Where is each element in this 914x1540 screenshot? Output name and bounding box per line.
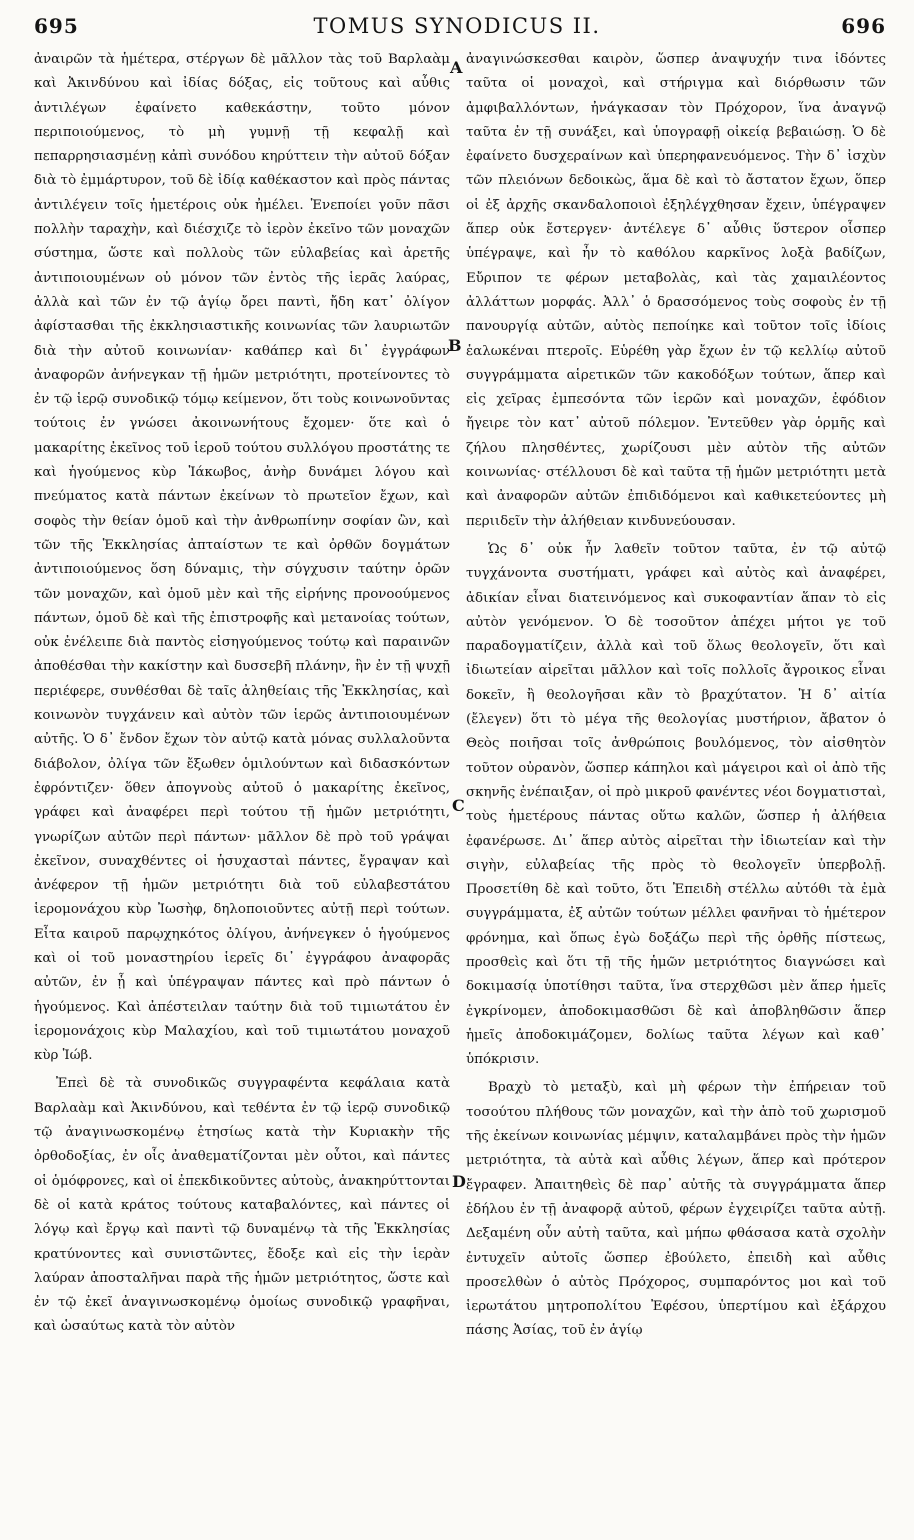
right-paragraph-2: Ὡς δ᾽ οὐκ ἦν λαθεῖν τοῦτον ταῦτα, ἐν τῷ αὐτῷ τυγχάνοντα συστήματι, γράφει καὶ αὐτὸς καὶ ἀναφέρει, ἀδικίαν εἶναι διατεινόμενος καὶ συκοφαντίαν ἅπαν τὸ εἰς αὐτὸν γενόμενον. Ὁ δὲ τοσοῦτον ἀπέχει μήτοι γε τοῦ παραδογματίζειν, ἀλλὰ καὶ τοῦ ὅλως θεολογεῖν, ὅτι καὶ ἰδιωτείαν αἱρεῖται μᾶλλον καὶ τοῖς πολλοῖς ἄγροικος εἶναι δοκεῖν, ἢ θεολογῆσαι κἂν τὸ βραχύτατον. Ἡ δ᾽ αἰτία (ἔλεγεν) ὅτι τὸ μέγα τῆς θεολογίας μυστήριον, ἄβατον ὁ Θεὸς ποιῆσαι τοῖς ἀνθρώποις βουλόμενος, τὸν αἰσθητὸν τοῦτον οὐρανὸν, ὥσπερ κάπηλοι καὶ μάγειροι καὶ οἱ ἀπὸ τῆς σκηνῆς ἐνέπαιξαν, οἱ πρὸ μικροῦ φανέντες νέοι δογματισταὶ, τοὺς ἡμετέρους πάντας οὕτω καλῶν, ὥσπερ ἡ ἀλήθεια ἐφανέρωσε. Δι᾽ ἅπερ αὐτὸς αἱρεῖται τὴν ἰδιωτείαν καὶ τὴν σιγὴν, εὐλαβείας τῆς πρὸς τὸ θεολογεῖν ὑπερβολῇ. Προσετίθη δὲ καὶ τοῦτο, ὅτι Ἐπειδὴ στέλλω αὐτόθι τὰ ἐμὰ συγγράμματα, ἐξ αὐτῶν τούτων μέλλει φανῆναι τὸ ἡμέτερον φρόνημα, καὶ ὅπως ἐγὼ δοξάζω περὶ τῆς ὀρθῆς πίστεως, προσθεὶς καὶ ὅτι τῇ τῆς ἡμῶν μετριότητος διαγνώσει καὶ δοκιμασίᾳ ὑποτίθησι ταῦτα, ἵνα στερχθῶσι μὲν ἅπερ ἡμεῖς ἐγκρίνομεν, ἀποδοκιμασθῶσι δὲ καὶ ἀποβληθῶσιν ἅπερ ἡμεῖς ἀποδοκιμάζομεν, δολίως ταῦτα λέγων καὶ καθ᾽ ὑπόκρισιν. xyxy=(466,541,886,1068)
right-column xyxy=(466,48,886,1344)
right-page-number: 696 xyxy=(841,14,886,38)
left-column xyxy=(34,48,450,1340)
page-header xyxy=(0,0,914,48)
margin-marker-d: D xyxy=(452,1172,466,1191)
right-paragraph-3: Βραχὺ τὸ μεταξὺ, καὶ μὴ φέρων τὴν ἐπήρειαν τοῦ τοσούτου πλήθους τῶν μοναχῶν, καὶ τὴν ἀπὸ τοῦ χωρισμοῦ τῆς ἐκείνων κοινωνίας μέμψιν, καταλαμβάνει πρὸς τὴν ἡμῶν μετριότητα, τὰ αὐτὰ καὶ αὖθις λέγων, ἅπερ καὶ πρότερον ἔγραφεν. Ἀπαιτηθεὶς δὲ παρ᾽ αὐτῆς τὰ συγγράμματα ἅπερ ἐδήλου ἐν τῇ ἀναφορᾷ αὐτοῦ, φέρων ἐγχειρίζει ταῦτα αὐτῇ. Δεξαμένη οὖν αὐτὴ ταῦτα, καὶ μήπω φθάσασα κατὰ σχολὴν ἐντυχεῖν αὐτοῖς ὥσπερ ἐβούλετο, ἐπειδὴ καὶ αὖθις προσελθὼν ὁ αὐτὸς Πρόχορος, συμπαρόντος μοι καὶ τοῦ ἱερωτάτου μητροπολίτου Ἐφέσου, ὑπερτίμου καὶ ἐξάρχου πάσης Ἀσίας, τοῦ ἐν ἁγίῳ xyxy=(466,1080,886,1339)
running-title: TOMUS SYNODICUS II. xyxy=(313,14,601,38)
left-paragraph-2: Ἐπεὶ δὲ τὰ συνοδικῶς συγγραφέντα κεφάλαια κατὰ Βαρλαὰμ καὶ Ἀκινδύνου, καὶ τεθέντα ἐν τῷ ἱερῷ συνοδικῷ τῷ ἀναγινωσκομένῳ ἐτησίως κατὰ τὴν Κυριακὴν τῆς ὀρθοδοξίας, ἐν οἷς ἀναθεματίζονται μὲν οὗτοι, καὶ πάντες οἱ ὁμόφρονες, καὶ οἱ ἐπεκδικοῦντες αὐτοὺς, ἀνακηρύττονται δὲ οἱ κατὰ κράτος τούτους καταβαλόντες, καὶ πάντες οἱ λόγῳ καὶ ἔργῳ καὶ παντὶ τῷ δυναμένῳ τὰ τῆς Ἐκκλησίας κρατύνοντες καὶ συνιστῶντες, ἔδοξε καὶ εἰς τὴν ἱερὰν λαύραν ἀποσταλῆναι παρὰ τῆς ἡμῶν μετριότητος, ὥστε καὶ ἐν τῷ ἐκεῖ ἀναγινωσκομένῳ ὁμοίως συνοδικῷ γραφῆναι, καὶ ὡσαύτως κατὰ τὸν αὐτὸν xyxy=(34,1076,450,1335)
margin-marker-b: B xyxy=(448,336,462,355)
margin-marker-c: C xyxy=(452,796,465,815)
margin-marker-a: A xyxy=(450,58,463,77)
right-paragraph-1: ἀναγινώσκεσθαι καιρὸν, ὥσπερ ἀναψυχήν τινα ἰδόντες ταῦτα οἱ μοναχοὶ, καὶ στήριγμα καὶ διόρθωσιν τῶν ἀμφιβαλλόντων, ἠνάγκασαν τὸν Πρόχορον, ἵνα ἀναγνῷ ταῦτα ἐν τῇ συνάξει, καὶ ὑπογραφῇ οἰκείᾳ βεβαιώσῃ. Ὁ δὲ ἐφαίνετο δυσχεραίνων καὶ ὑπερηφανευόμενος. Τὴν δ᾽ ἰσχὺν τῶν πλειόνων δεδοικὼς, ἅμα δὲ καὶ τὸ ἄστατον ἔχων, ὅπερ οἱ ἐξ ἀρχῆς σκανδαλοποιοὶ ἐξηλέγχθησαν ἔχειν, ὑπέγραψεν ἅπερ οὐκ ἔστεργεν· ἀντέλεγε δ᾽ αὖθις ὕστερον οἷσπερ ὑπέγραψε, καὶ ἦν τὸ καθόλου καρκῖνος λοξὰ βαδίζων, Εὔριπον τε φέρων μεταβολὰς, καὶ τὰς χαμαιλέοντος ἀλλάττων μορφάς. Ἀλλ᾽ ὁ δρασσόμενος τοὺς σοφοὺς ἐν τῇ πανουργίᾳ αὐτῶν, αὐτὸς πεποίηκε καὶ τοῦτον τοῖς ἰδίοις ἑαλωκέναι πτεροῖς. Εὑρέθη γὰρ ἔχων ἐν τῷ κελλίῳ αὐτοῦ συγγράμματα αἱρετικῶν τῶν κακοδόξων τούτων, ἅπερ καὶ εἰς χεῖρας ἐμπεσόντα τῶν ἱερῶν καὶ μοναχῶν, ἐφόδιον ἤγειρε τὸν κατ᾽ αὐτοῦ πόλεμον. Ἐντεῦθεν γὰρ ὁρμῆς καὶ ζήλου πλησθέντες, χωρίζουσι μὲν αὐτὸν τῆς αὐτῶν κοινωνίας· στέλλουσι δὲ καὶ ταῦτα τῇ ἡμῶν μετριότητι μετὰ καὶ ἀναφορῶν αὐτῶν ἐπιδιδόμενοι καὶ καθικετεύοντες μὴ περιιδεῖν τὴν ἀλήθειαν κινδυνεύουσαν. xyxy=(466,52,886,529)
left-paragraph-1: ἀναιρῶν τὰ ἡμέτερα, στέργων δὲ μᾶλλον τὰς τοῦ Βαρλαὰμ καὶ Ἀκινδύνου καὶ ἰδίας δόξας, εἰς τοῦτους καὶ αὖθις ἀντιλέγων ἐφαίνετο καθεκάστην, τοῦτο μόνον περιποιούμενος, τὸ μὴ γυμνῇ τῇ κεφαλῇ καὶ πεπαρρησιασμένῃ κἀπὶ συνόδου κηρύττειν τὴν αὐτοῦ δόξαν διὰ τὸ ἐμμάρτυρον, τοῦ δὲ ἰδίᾳ καθέκαστον καὶ πρὸς πάντας ἀντιλέγειν τοῖς ἡμετέροις οὐκ ἠμέλει. Ἐνεποίει γοῦν πᾶσι πολλὴν ταραχὴν, καὶ διέσχιζε τὸ ἱερὸν ἐκεῖνο τῶν μοναχῶν σύστημα, ὥστε καὶ πολλοὺς τῶν εὐλαβείας καὶ ἀρετῆς ἀντιποιουμένων οὐ μόνον τῶν ἐντὸς τῆς ἱερᾶς λαύρας, ἀλλὰ καὶ τῶν ἐν τῷ ἁγίῳ ὄρει παντὶ, ἤδη κατ᾽ ὀλίγον ἀφίστασθαι τῆς ἐκκλησιαστικῆς κοινωνίας τῶν λαυριωτῶν διὰ τὴν αὐτοῦ κοινωνίαν· καθάπερ καὶ δι᾽ ἐγγράφων ἀναφορῶν ἀνήνεγκαν τῇ ἡμῶν μετριότητι, προτείνοντες τὸ ἐν τῷ ἱερῷ συνοδικῷ τόμῳ κείμενον, ὅτι τοὺς κοινωνοῦντας τούτοις ἐν γνώσει ἀκοινωνήτους ἔχομεν· ὅτε καὶ ὁ μακαρίτης ἐκεῖνος τοῦ ἱεροῦ τούτου συλλόγου προστάτης τε καὶ ἡγούμενος κὺρ Ἰάκωβος, ἀνὴρ δυνάμει λόγου καὶ πνεύματος κατὰ πάντων ἐκείνων τὸ πρωτεῖον ἔχων, καὶ σοφὸς τὴν θείαν ὁμοῦ καὶ τὴν ἀνθρωπίνην σοφίαν ὢν, καὶ τῶν τῆς Ἐκκλησίας ἀπταίστων τε καὶ ὀρθῶν δογμάτων ἀντιποιούμενος ὅση δύναμις, τὴν σύγχυσιν ταύτην ὁρῶν τῶν μοναχῶν, καὶ ὁμοῦ μὲν καὶ τῆς εἰρήνης προνοούμενος πάντων, ὁμοῦ δὲ καὶ τῆς ἐπιστροφῆς καὶ μετανοίας τούτων, οὐκ ἐνέλειπε διὰ παντὸς εἰσηγούμενος τούτῳ καὶ παραινῶν ἀποθέσθαι τὴν κακίστην καὶ δυσσεβῆ πλάνην, ἣν ἐν τῇ ψυχῇ περιέφερε, συνθέσθαι δὲ ταῖς ἀληθείαις τῆς Ἐκκλησίας, καὶ κοινωνὸν τυγχάνειν καὶ αὐτὸν τῶν ἱερῶς ἀντιποιουμένων αὐτῆς. Ὁ δ᾽ ἔνδον ἔχων τὸν αὐτῷ κατὰ μόνας συλλαλοῦντα διάβολον, ὀλίγα τῶν ἔξωθεν ὁμιλούντων καὶ διδασκόντων ἐφρόντιζεν· ὅθεν ἀπογνοὺς αὐτοῦ ὁ μακαρίτης ἐκεῖνος, γράφει καὶ ἀναφέρει περὶ τούτου τῇ ἡμῶν μετριότητι, γνωρίζων αὐτῶν περὶ πάντων· μᾶλλον δὲ πρὸ τοῦ γράψαι ἐκεῖνον, συναχθέντες οἱ ἡσυχασταὶ πάντες, ἔγραψαν καὶ ἀνέφερον τῇ ἡμῶν μετριότητι διὰ τοῦ εὐλαβεστάτου ἱερομονάχου κὺρ Ἰωσὴφ, δηλοποιοῦντες αὐτῇ περὶ τούτων. Εἶτα καιροῦ παρῳχηκότος ὀλίγου, ἀνήνεγκεν ὁ ἡγούμενος καὶ οἱ τοῦ μοναστηρίου ἱερεῖς δι᾽ ἐγγράφου ἀναφορᾶς αὐτῶν, ἐν ᾗ καὶ ὑπέγραψαν πάντες καὶ πρὸ πάντων ὁ ἡγούμενος. Καὶ ἀπέστειλαν ταύτην διὰ τοῦ τιμιωτάτου ἐν ἱερομονάχοις κὺρ Μαλαχίου, καὶ τοῦ τιμιωτάτου μοναχοῦ κὺρ Ἰώβ. xyxy=(34,52,450,1064)
left-page-number: 695 xyxy=(34,14,79,38)
